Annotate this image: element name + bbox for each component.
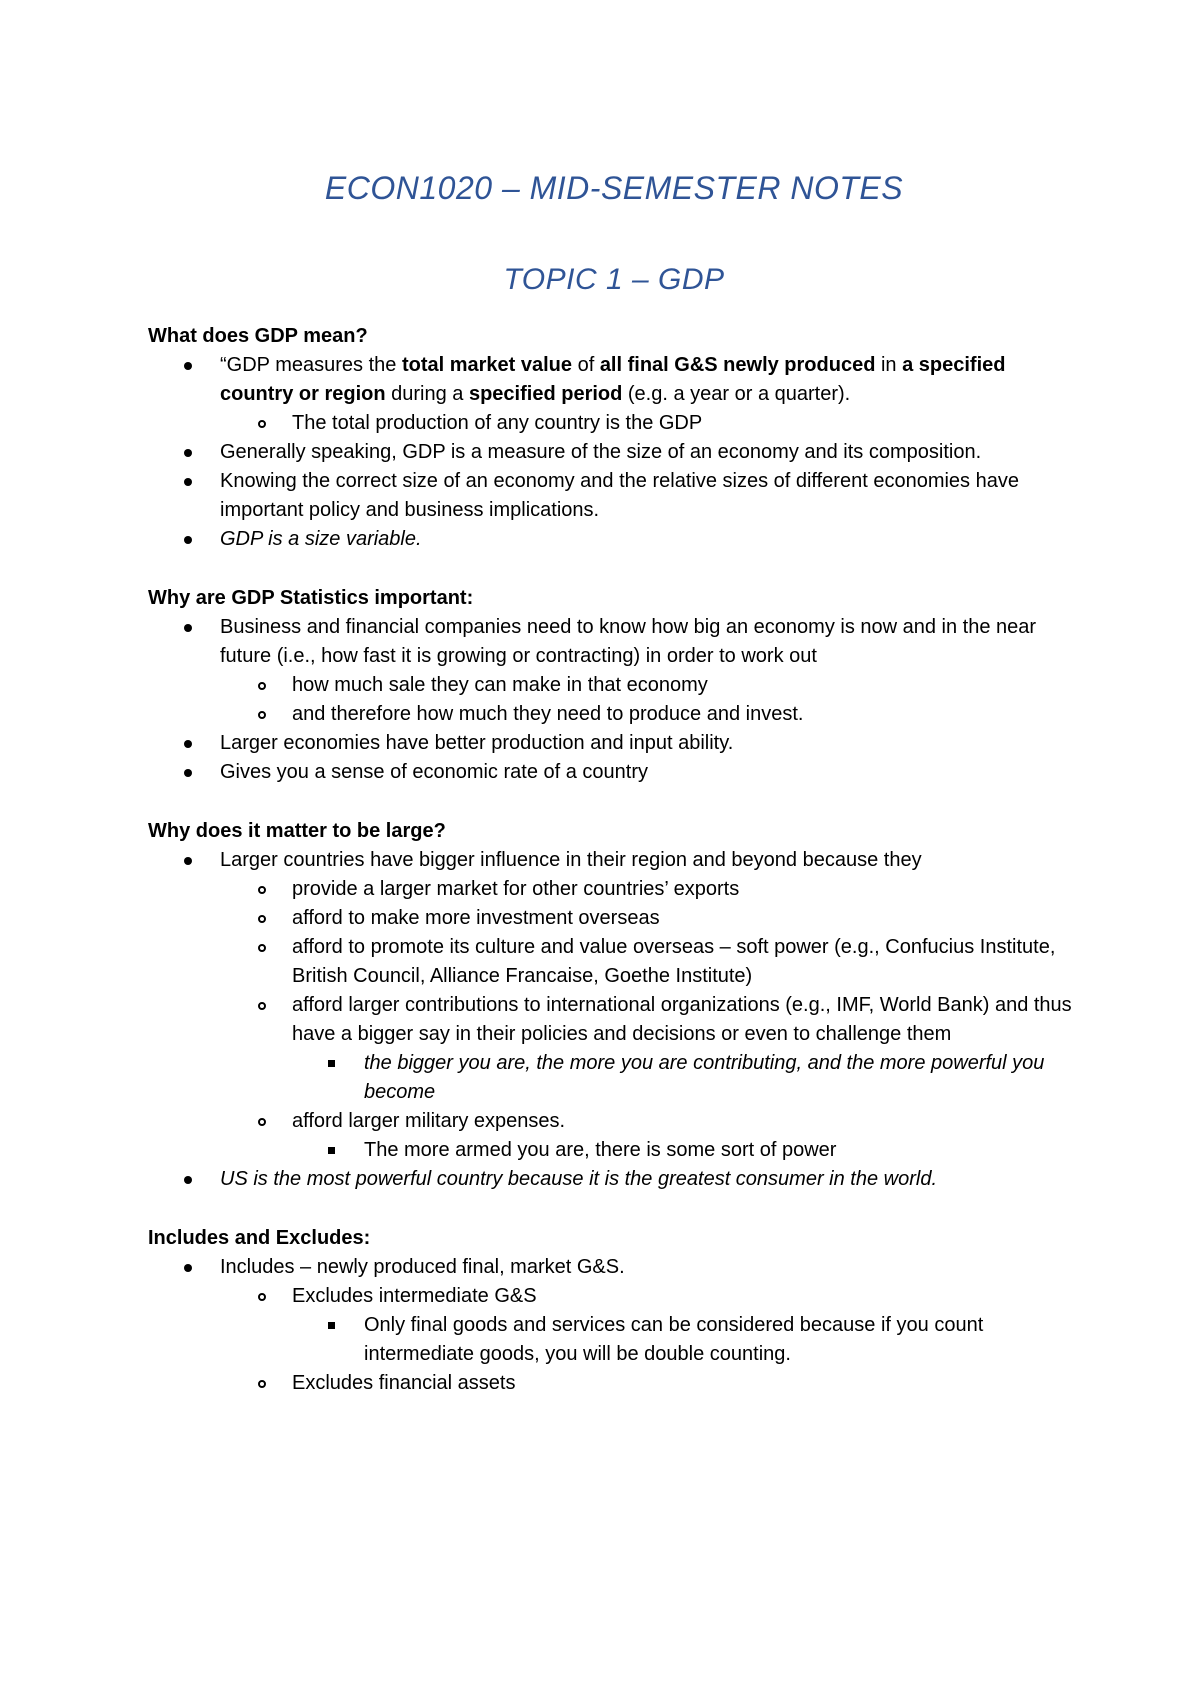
list-item-text: afford larger military expenses. bbox=[292, 1110, 566, 1132]
bullet-icon bbox=[184, 1253, 192, 1282]
list-item-text: Generally speaking, GDP is a measure of the size of an economy and its composition. bbox=[220, 441, 982, 463]
list-item bbox=[148, 1369, 1080, 1398]
list-item-text: and therefore how much they need to produce and invest. bbox=[292, 703, 804, 725]
list-item bbox=[148, 613, 1080, 671]
section-heading: What does GDP mean? bbox=[148, 325, 368, 347]
list-item-text: afford to make more investment overseas bbox=[292, 907, 660, 929]
bullet-icon bbox=[184, 613, 192, 642]
circle-bullet-icon bbox=[258, 904, 266, 933]
bullet-icon bbox=[184, 758, 192, 787]
list-item-text: Gives you a sense of economic rate of a country bbox=[220, 761, 648, 783]
bullet-icon bbox=[184, 467, 192, 496]
notes-section bbox=[148, 817, 1080, 1194]
circle-bullet-icon bbox=[258, 991, 266, 1020]
section-heading: Includes and Excludes: bbox=[148, 1227, 371, 1249]
list-item-text: Larger countries have bigger influence in their region and beyond because they bbox=[220, 849, 922, 871]
list-item bbox=[148, 1107, 1080, 1136]
circle-bullet-icon bbox=[258, 700, 266, 729]
list-item bbox=[148, 991, 1080, 1049]
list-item-text: total market value bbox=[401, 354, 573, 376]
list-item-text: during a bbox=[385, 383, 469, 405]
notes-body bbox=[148, 322, 1080, 1398]
list-item bbox=[148, 409, 1080, 438]
circle-bullet-icon bbox=[258, 875, 266, 904]
circle-bullet-icon bbox=[258, 1369, 266, 1398]
bullet-list bbox=[148, 1253, 1080, 1398]
list-item bbox=[148, 671, 1080, 700]
list-item-text: a specified country or region bbox=[220, 354, 1006, 405]
list-item bbox=[148, 933, 1080, 991]
list-item bbox=[148, 729, 1080, 758]
list-item-text: Excludes intermediate G&S bbox=[292, 1285, 537, 1307]
bullet-icon bbox=[184, 729, 192, 758]
bullet-icon bbox=[184, 846, 192, 875]
bullet-icon bbox=[184, 351, 192, 380]
square-bullet-icon bbox=[328, 1311, 335, 1340]
list-item bbox=[148, 758, 1080, 787]
list-item-text: (e.g. a year or a quarter). bbox=[622, 383, 851, 405]
section-heading: Why are GDP Statistics important: bbox=[148, 587, 474, 609]
list-item-text: Larger economies have better production and input ability. bbox=[220, 732, 734, 754]
list-item-text: The total production of any country is the GDP bbox=[292, 412, 703, 434]
list-item bbox=[148, 467, 1080, 525]
notes-section bbox=[148, 1224, 1080, 1398]
list-item bbox=[148, 700, 1080, 729]
list-item-text: afford larger contributions to international organizations (e.g., IMF, World Bank) and thus have a bigger say in their policies and decisions or even to challenge them bbox=[292, 994, 1072, 1045]
circle-bullet-icon bbox=[258, 933, 266, 962]
list-item bbox=[148, 1282, 1080, 1311]
list-item bbox=[148, 525, 1080, 554]
list-item-text: provide a larger market for other countries’ exports bbox=[292, 878, 740, 900]
document-title: ECON1020 – MID-SEMESTER NOTES bbox=[324, 170, 904, 206]
list-item-text: Includes – newly produced final, market G&S. bbox=[220, 1256, 625, 1278]
bullet-list bbox=[148, 351, 1080, 554]
circle-bullet-icon bbox=[258, 1107, 266, 1136]
list-item-text: GDP is a size variable. bbox=[220, 528, 422, 550]
list-item-text: of bbox=[572, 354, 600, 376]
list-item-text: “GDP measures the bbox=[220, 354, 402, 376]
bullet-icon bbox=[184, 525, 192, 554]
circle-bullet-icon bbox=[258, 671, 266, 700]
list-item-text: afford to promote its culture and value overseas – soft power (e.g., Confucius Institute, British Council, Alliance Francaise, Goethe Institute) bbox=[292, 936, 1056, 987]
list-item bbox=[148, 351, 1080, 409]
list-item-text: US is the most powerful country because it is the greatest consumer in the world. bbox=[220, 1168, 938, 1190]
notes-section bbox=[148, 322, 1080, 554]
list-item bbox=[148, 1311, 1080, 1369]
square-bullet-icon bbox=[328, 1049, 335, 1078]
list-item-text: all final G&S newly produced bbox=[599, 354, 876, 376]
topic-title: TOPIC 1 – GDP bbox=[503, 263, 725, 296]
list-item-text: Excludes financial assets bbox=[292, 1372, 516, 1394]
square-bullet-icon bbox=[328, 1136, 335, 1165]
bullet-list bbox=[148, 846, 1080, 1194]
list-item-text: specified period bbox=[468, 383, 623, 405]
list-item bbox=[148, 1253, 1080, 1282]
list-item-text: Knowing the correct size of an economy and the relative sizes of different economies have important policy and business implications. bbox=[220, 470, 1019, 521]
list-item-text: the bigger you are, the more you are contributing, and the more powerful you become bbox=[364, 1052, 1045, 1103]
notes-section bbox=[148, 584, 1080, 787]
list-item-text: Only final goods and services can be considered because if you count intermediate goods, you will be double counting. bbox=[364, 1314, 984, 1365]
list-item-text: how much sale they can make in that economy bbox=[292, 674, 708, 696]
list-item bbox=[148, 438, 1080, 467]
list-item bbox=[148, 1165, 1080, 1194]
list-item-text: Business and financial companies need to know how big an economy is now and in the near future (i.e., how fast it is growing or contracting) in order to work out bbox=[220, 616, 1037, 667]
circle-bullet-icon bbox=[258, 1282, 266, 1311]
list-item-text: The more armed you are, there is some sort of power bbox=[364, 1139, 837, 1161]
section-heading: Why does it matter to be large? bbox=[148, 820, 446, 842]
bullet-list bbox=[148, 613, 1080, 787]
bullet-icon bbox=[184, 438, 192, 467]
circle-bullet-icon bbox=[258, 409, 266, 438]
list-item bbox=[148, 904, 1080, 933]
list-item bbox=[148, 846, 1080, 875]
list-item bbox=[148, 875, 1080, 904]
list-item-text: in bbox=[875, 354, 903, 376]
list-item bbox=[148, 1049, 1080, 1107]
list-item bbox=[148, 1136, 1080, 1165]
bullet-icon bbox=[184, 1165, 192, 1194]
